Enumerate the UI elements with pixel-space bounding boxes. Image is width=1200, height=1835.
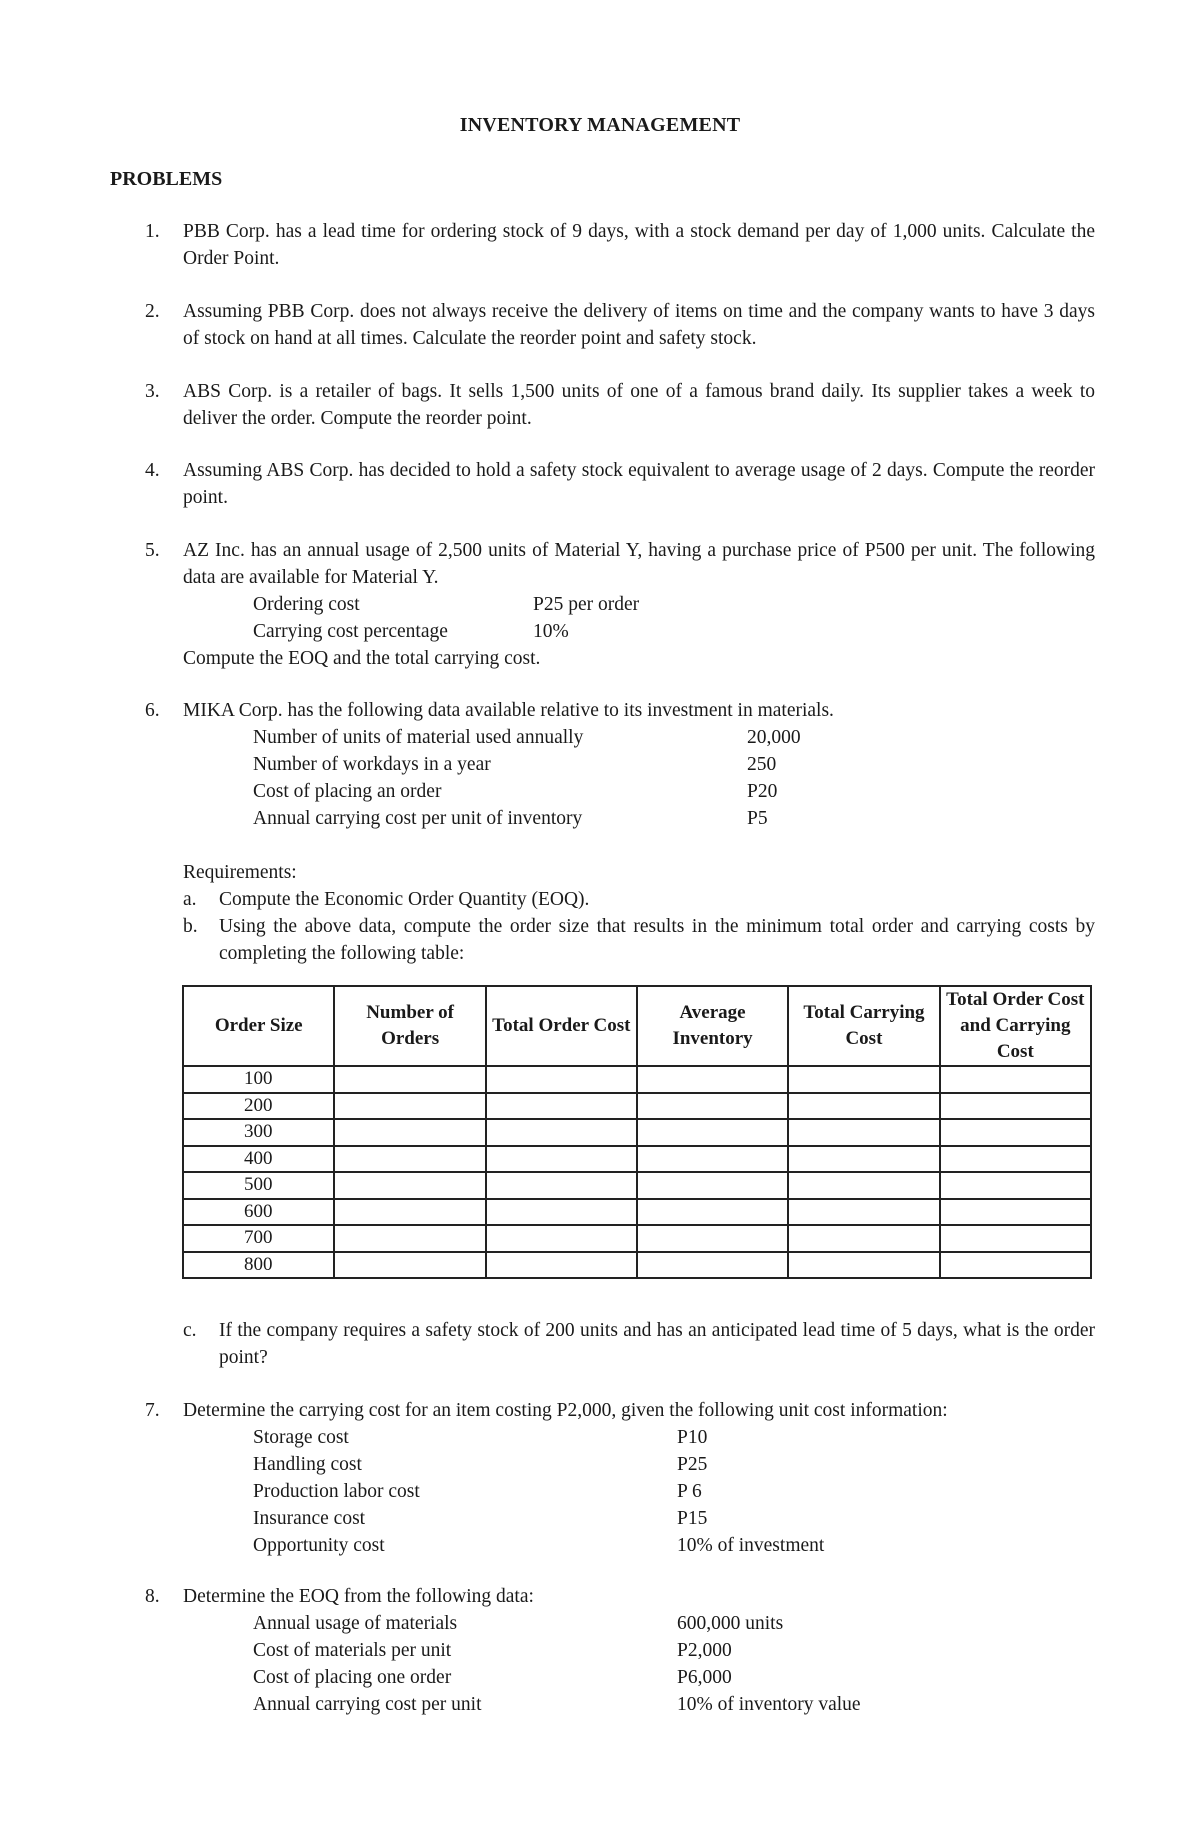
data-row <box>253 724 1095 751</box>
data-label: Cost of placing an order <box>253 781 442 802</box>
requirement-b <box>183 913 1095 967</box>
problem-number: 8. <box>145 1586 160 1607</box>
data-label: Cost of materials per unit <box>253 1640 452 1661</box>
empty-cell <box>788 1119 939 1146</box>
empty-cell <box>486 1172 637 1199</box>
problem-1 <box>145 218 1095 272</box>
table-row <box>183 1252 1091 1279</box>
problem-number: 4. <box>145 460 160 481</box>
column-header: Number of Orders <box>334 986 485 1066</box>
empty-cell <box>788 1146 939 1173</box>
empty-cell <box>486 1199 637 1226</box>
table-row <box>183 1172 1091 1199</box>
empty-cell <box>334 1252 485 1279</box>
data-label: Storage cost <box>253 1427 349 1448</box>
empty-cell <box>788 1252 939 1279</box>
empty-cell <box>334 1093 485 1120</box>
problem-6 <box>145 697 1095 967</box>
problem-number: 6. <box>145 700 160 721</box>
table-row <box>183 1119 1091 1146</box>
data-row <box>253 1532 1095 1559</box>
problem-4 <box>145 457 1095 511</box>
problem-7 <box>145 1397 1095 1559</box>
problem-8 <box>145 1583 1095 1718</box>
data-value: 600,000 units <box>677 1613 784 1634</box>
problem-2 <box>145 298 1095 352</box>
empty-cell <box>940 1252 1091 1279</box>
data-value: P5 <box>747 808 768 829</box>
problem-3 <box>145 378 1095 432</box>
empty-cell <box>486 1119 637 1146</box>
data-value: P25 <box>677 1454 708 1475</box>
data-label: Ordering cost <box>253 594 360 615</box>
data-label: Carrying cost percentage <box>253 621 448 642</box>
empty-cell <box>486 1093 637 1120</box>
table-row <box>183 1199 1091 1226</box>
column-header: Order Size <box>183 986 334 1066</box>
empty-cell <box>334 1225 485 1252</box>
empty-cell <box>334 1199 485 1226</box>
empty-cell <box>486 1066 637 1093</box>
empty-cell <box>940 1119 1091 1146</box>
empty-cell <box>637 1066 788 1093</box>
table-row <box>183 1066 1091 1093</box>
data-value: P20 <box>747 781 778 802</box>
empty-cell <box>788 1066 939 1093</box>
data-value: P2,000 <box>677 1640 732 1661</box>
empty-cell <box>940 1172 1091 1199</box>
data-value: 10% of inventory value <box>677 1694 861 1715</box>
order-size-cell: 200 <box>183 1093 334 1120</box>
data-label: Cost of placing one order <box>253 1667 452 1688</box>
data-value: P 6 <box>677 1481 702 1502</box>
data-label: Number of workdays in a year <box>253 754 491 775</box>
data-row <box>253 778 1095 805</box>
problem-number: 7. <box>145 1400 160 1421</box>
problem-text: MIKA Corp. has the following data available relative to its investment in materials. <box>183 700 834 721</box>
empty-cell <box>940 1093 1091 1120</box>
empty-cell <box>940 1225 1091 1252</box>
data-label: Annual carrying cost per unit <box>253 1694 482 1715</box>
column-header: Total Carrying Cost <box>788 986 939 1066</box>
data-value: 10% of investment <box>677 1535 825 1556</box>
problem-text: Assuming ABS Corp. has decided to hold a safety stock equivalent to average usage of 2 days. Compute the reorder point. <box>183 460 1095 508</box>
requirement-text: If the company requires a safety stock of 200 units and has an anticipated lead time of 5 days, what is the order point? <box>219 1320 1095 1368</box>
requirement-text: Using the above data, compute the order size that results in the minimum total order and carrying costs by completing the following table: <box>219 916 1095 964</box>
empty-cell <box>334 1172 485 1199</box>
data-row <box>253 591 1095 618</box>
requirement-letter: b. <box>183 916 198 937</box>
column-header: Average Inventory <box>637 986 788 1066</box>
data-row <box>253 1610 1095 1637</box>
problem-number: 2. <box>145 301 160 322</box>
data-value: 250 <box>747 754 777 775</box>
order-size-cell: 100 <box>183 1066 334 1093</box>
empty-cell <box>788 1093 939 1120</box>
problem-closing: Compute the EOQ and the total carrying cost. <box>183 648 541 669</box>
data-label: Annual usage of materials <box>253 1613 458 1634</box>
document-title: INVENTORY MANAGEMENT <box>459 114 741 136</box>
data-row <box>253 1451 1095 1478</box>
requirement-c <box>183 1317 1095 1371</box>
empty-cell <box>486 1252 637 1279</box>
empty-cell <box>334 1119 485 1146</box>
empty-cell <box>637 1093 788 1120</box>
problem-text: Assuming PBB Corp. does not always receive the delivery of items on time and the company wants to have 3 days of stock on hand at all times. Calculate the reorder point and safety stock. <box>183 301 1095 349</box>
order-size-cell: 800 <box>183 1252 334 1279</box>
empty-cell <box>788 1199 939 1226</box>
data-value: P10 <box>677 1427 708 1448</box>
order-size-cell: 300 <box>183 1119 334 1146</box>
empty-cell <box>637 1172 788 1199</box>
empty-cell <box>940 1199 1091 1226</box>
data-value: P25 per order <box>533 594 640 615</box>
requirement-text: Compute the Economic Order Quantity (EOQ). <box>219 889 590 910</box>
problem-text: AZ Inc. has an annual usage of 2,500 units of Material Y, having a purchase price of P500 per unit. The following data are available for Material Y. <box>183 540 1095 588</box>
empty-cell <box>637 1225 788 1252</box>
empty-cell <box>637 1119 788 1146</box>
requirement-letter: c. <box>183 1320 197 1341</box>
empty-cell <box>637 1252 788 1279</box>
problem-text: ABS Corp. is a retailer of bags. It sells 1,500 units of one of a famous brand daily. Its supplier takes a week to deliver the order. Compute the reorder point. <box>183 381 1095 429</box>
table-header-row <box>183 986 1091 1066</box>
empty-cell <box>788 1172 939 1199</box>
empty-cell <box>334 1146 485 1173</box>
data-row <box>253 805 1095 832</box>
empty-cell <box>486 1146 637 1173</box>
table-row <box>183 1146 1091 1173</box>
problem-6-requirement-c <box>145 1317 1095 1371</box>
requirement-a <box>183 886 1095 913</box>
empty-cell <box>940 1146 1091 1173</box>
data-value: 10% <box>533 621 569 642</box>
empty-cell <box>486 1225 637 1252</box>
empty-cell <box>637 1199 788 1226</box>
data-row <box>253 1424 1095 1451</box>
data-row <box>253 1505 1095 1532</box>
problem-number: 5. <box>145 540 160 561</box>
data-label: Number of units of material used annually <box>253 727 584 748</box>
data-label: Annual carrying cost per unit of inventory <box>253 808 583 829</box>
empty-cell <box>940 1066 1091 1093</box>
problem-text: PBB Corp. has a lead time for ordering stock of 9 days, with a stock demand per day of 1,000 units. Calculate the Order Point. <box>183 221 1095 269</box>
section-heading: PROBLEMS <box>110 168 223 190</box>
requirement-letter: a. <box>183 889 197 910</box>
problem-number: 1. <box>145 221 160 242</box>
column-header: Total Order Cost and Carrying Cost <box>940 986 1091 1066</box>
empty-cell <box>334 1066 485 1093</box>
data-row <box>253 1691 1095 1718</box>
empty-cell <box>637 1146 788 1173</box>
data-row <box>253 1664 1095 1691</box>
data-row <box>253 618 1095 645</box>
data-row <box>253 751 1095 778</box>
order-size-table <box>182 985 1092 1279</box>
data-label: Opportunity cost <box>253 1535 385 1556</box>
problem-number: 3. <box>145 381 160 402</box>
order-size-cell: 500 <box>183 1172 334 1199</box>
table-row <box>183 1225 1091 1252</box>
data-row <box>253 1478 1095 1505</box>
data-value: P6,000 <box>677 1667 732 1688</box>
data-label: Production labor cost <box>253 1481 420 1502</box>
problem-text: Determine the EOQ from the following data: <box>183 1586 534 1607</box>
column-header: Total Order Cost <box>486 986 637 1066</box>
table-row <box>183 1093 1091 1120</box>
data-label: Insurance cost <box>253 1508 366 1529</box>
data-value: P15 <box>677 1508 708 1529</box>
data-label: Handling cost <box>253 1454 362 1475</box>
requirements-label: Requirements: <box>183 862 297 883</box>
data-row <box>253 1637 1095 1664</box>
order-size-cell: 700 <box>183 1225 334 1252</box>
problem-text: Determine the carrying cost for an item costing P2,000, given the following unit cost information: <box>183 1400 948 1421</box>
empty-cell <box>788 1225 939 1252</box>
order-size-cell: 600 <box>183 1199 334 1226</box>
data-value: 20,000 <box>747 727 801 748</box>
order-size-cell: 400 <box>183 1146 334 1173</box>
problem-5 <box>145 537 1095 672</box>
